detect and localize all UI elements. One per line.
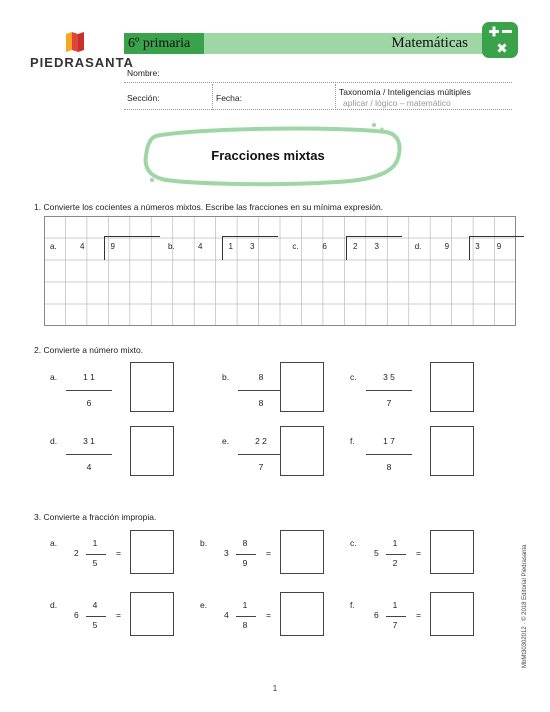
- fraction-bar: [66, 390, 112, 391]
- answer-box[interactable]: [280, 426, 324, 476]
- equals-sign: =: [116, 548, 121, 558]
- answer-box[interactable]: [430, 426, 474, 476]
- fraction-denominator: 9: [242, 558, 248, 568]
- dividend-digit: 3: [250, 242, 255, 251]
- item-label: a.: [50, 372, 58, 382]
- fraction-bar: [236, 616, 256, 617]
- piedrasanta-logo-icon: [64, 32, 88, 54]
- whole-number: 2: [74, 548, 79, 558]
- item-label: d.: [414, 242, 422, 251]
- item-label: c.: [292, 242, 299, 251]
- answer-box[interactable]: [130, 426, 174, 476]
- item-label: f.: [350, 436, 355, 446]
- copyright-note: MbMt30302012 · © 2018 Editorial Piedrasanta: [522, 544, 528, 668]
- name-line[interactable]: [124, 82, 512, 83]
- fraction-bar: [386, 554, 406, 555]
- dividend-digit: 3: [475, 242, 480, 251]
- date-label: Fecha:: [216, 93, 242, 103]
- fraction-denominator: 7: [258, 462, 264, 472]
- fraction-denominator: 4: [86, 462, 92, 472]
- item-label: b.: [222, 372, 230, 382]
- fraction-denominator: 5: [92, 558, 98, 568]
- division-grid[interactable]: [44, 216, 516, 326]
- answer-box[interactable]: [430, 530, 474, 574]
- form-divider: [212, 84, 213, 110]
- item-label: c.: [350, 538, 357, 548]
- ex1-instruction: 1. Convierte los cocientes a números mixtos. Escribe las fracciones en su mínima expresión.: [34, 202, 384, 212]
- whole-number: 4: [224, 610, 229, 620]
- fraction-numerator: 3 5: [383, 372, 395, 382]
- divisor: 6: [322, 242, 327, 251]
- fraction-denominator: 8: [386, 462, 392, 472]
- name-label: Nombre:: [127, 68, 160, 78]
- divisor: 4: [197, 242, 203, 251]
- item-label: e.: [222, 436, 230, 446]
- dividend-digit: 1: [228, 242, 233, 251]
- logo-text: PIEDRASANTA: [30, 55, 134, 70]
- fraction-denominator: 6: [86, 398, 92, 408]
- fraction-denominator: 8: [258, 398, 264, 408]
- fraction-numerator: 1: [242, 600, 248, 610]
- fraction-numerator: 1: [392, 600, 398, 610]
- form-divider: [335, 84, 336, 110]
- divisor: 9: [444, 242, 450, 251]
- worksheet-title: Fracciones mixtas: [211, 148, 325, 163]
- fraction-bar: [86, 554, 106, 555]
- equals-sign: =: [266, 548, 271, 558]
- subject-label: Matemáticas: [391, 35, 468, 51]
- fraction-numerator: 1: [392, 538, 398, 548]
- divisor: 4: [79, 242, 85, 251]
- item-label: c.: [350, 372, 357, 382]
- taxonomy-label: Taxonomía / Inteligencias múltiples: [339, 87, 471, 97]
- whole-number: 6: [374, 610, 379, 620]
- answer-box[interactable]: [130, 592, 174, 636]
- dividend-digit: 9: [496, 242, 502, 251]
- section-label: Sección:: [127, 93, 160, 103]
- fraction-numerator: 8: [258, 372, 264, 382]
- item-label: b.: [200, 538, 208, 548]
- fraction-numerator: 8: [242, 538, 248, 548]
- fraction-denominator: 2: [392, 558, 398, 568]
- dividend-digit: 9: [110, 242, 115, 251]
- item-label: d.: [50, 600, 58, 610]
- fraction-bar: [366, 454, 412, 455]
- item-label: f.: [350, 600, 355, 610]
- fraction-numerator: 3 1: [83, 436, 95, 446]
- equals-sign: =: [416, 548, 421, 558]
- page-number: 1: [272, 684, 278, 693]
- dividend-digit: 2: [352, 242, 358, 251]
- whole-number: 6: [74, 610, 79, 620]
- fraction-denominator: 7: [392, 620, 398, 630]
- fraction-bar: [66, 454, 112, 455]
- fraction-numerator: 1 7: [383, 436, 395, 446]
- answer-box[interactable]: [130, 530, 174, 574]
- fraction-numerator: 2 2: [255, 436, 267, 446]
- fraction-numerator: 1: [92, 538, 98, 548]
- item-label: d.: [50, 436, 58, 446]
- item-label: b.: [168, 242, 175, 251]
- fraction-denominator: 5: [92, 620, 98, 630]
- item-label: e.: [200, 600, 208, 610]
- fraction-bar: [86, 616, 106, 617]
- equals-sign: =: [266, 610, 271, 620]
- equals-sign: =: [116, 610, 121, 620]
- fraction-denominator: 8: [242, 620, 248, 630]
- answer-box[interactable]: [430, 362, 474, 412]
- fraction-bar: [236, 554, 256, 555]
- grade-label: 6º primaria: [124, 33, 204, 54]
- fraction-bar: [366, 390, 412, 391]
- whole-number: 3: [224, 548, 229, 558]
- taxonomy-sub: aplicar / lógico – matemático: [343, 98, 451, 108]
- answer-box[interactable]: [430, 592, 474, 636]
- dividend-digit: 3: [374, 242, 379, 251]
- answer-box[interactable]: [280, 592, 324, 636]
- item-label: a.: [50, 538, 58, 548]
- math-operations-icon: [482, 22, 518, 58]
- fraction-numerator: 1 1: [83, 372, 95, 382]
- fraction-bar: [386, 616, 406, 617]
- fraction-bar: [238, 454, 284, 455]
- answer-box[interactable]: [130, 362, 174, 412]
- item-label: a.: [50, 242, 57, 251]
- fraction-bar: [238, 390, 284, 391]
- answer-box[interactable]: [280, 530, 324, 574]
- whole-number: 5: [374, 548, 379, 558]
- answer-box[interactable]: [280, 362, 324, 412]
- ex3-instruction: 3. Convierte a fracción impropia.: [34, 512, 157, 522]
- equals-sign: =: [416, 610, 421, 620]
- ex2-instruction: 2. Convierte a número mixto.: [34, 345, 144, 355]
- fraction-denominator: 7: [386, 398, 392, 408]
- section-line: [124, 109, 512, 110]
- fraction-numerator: 4: [92, 600, 98, 610]
